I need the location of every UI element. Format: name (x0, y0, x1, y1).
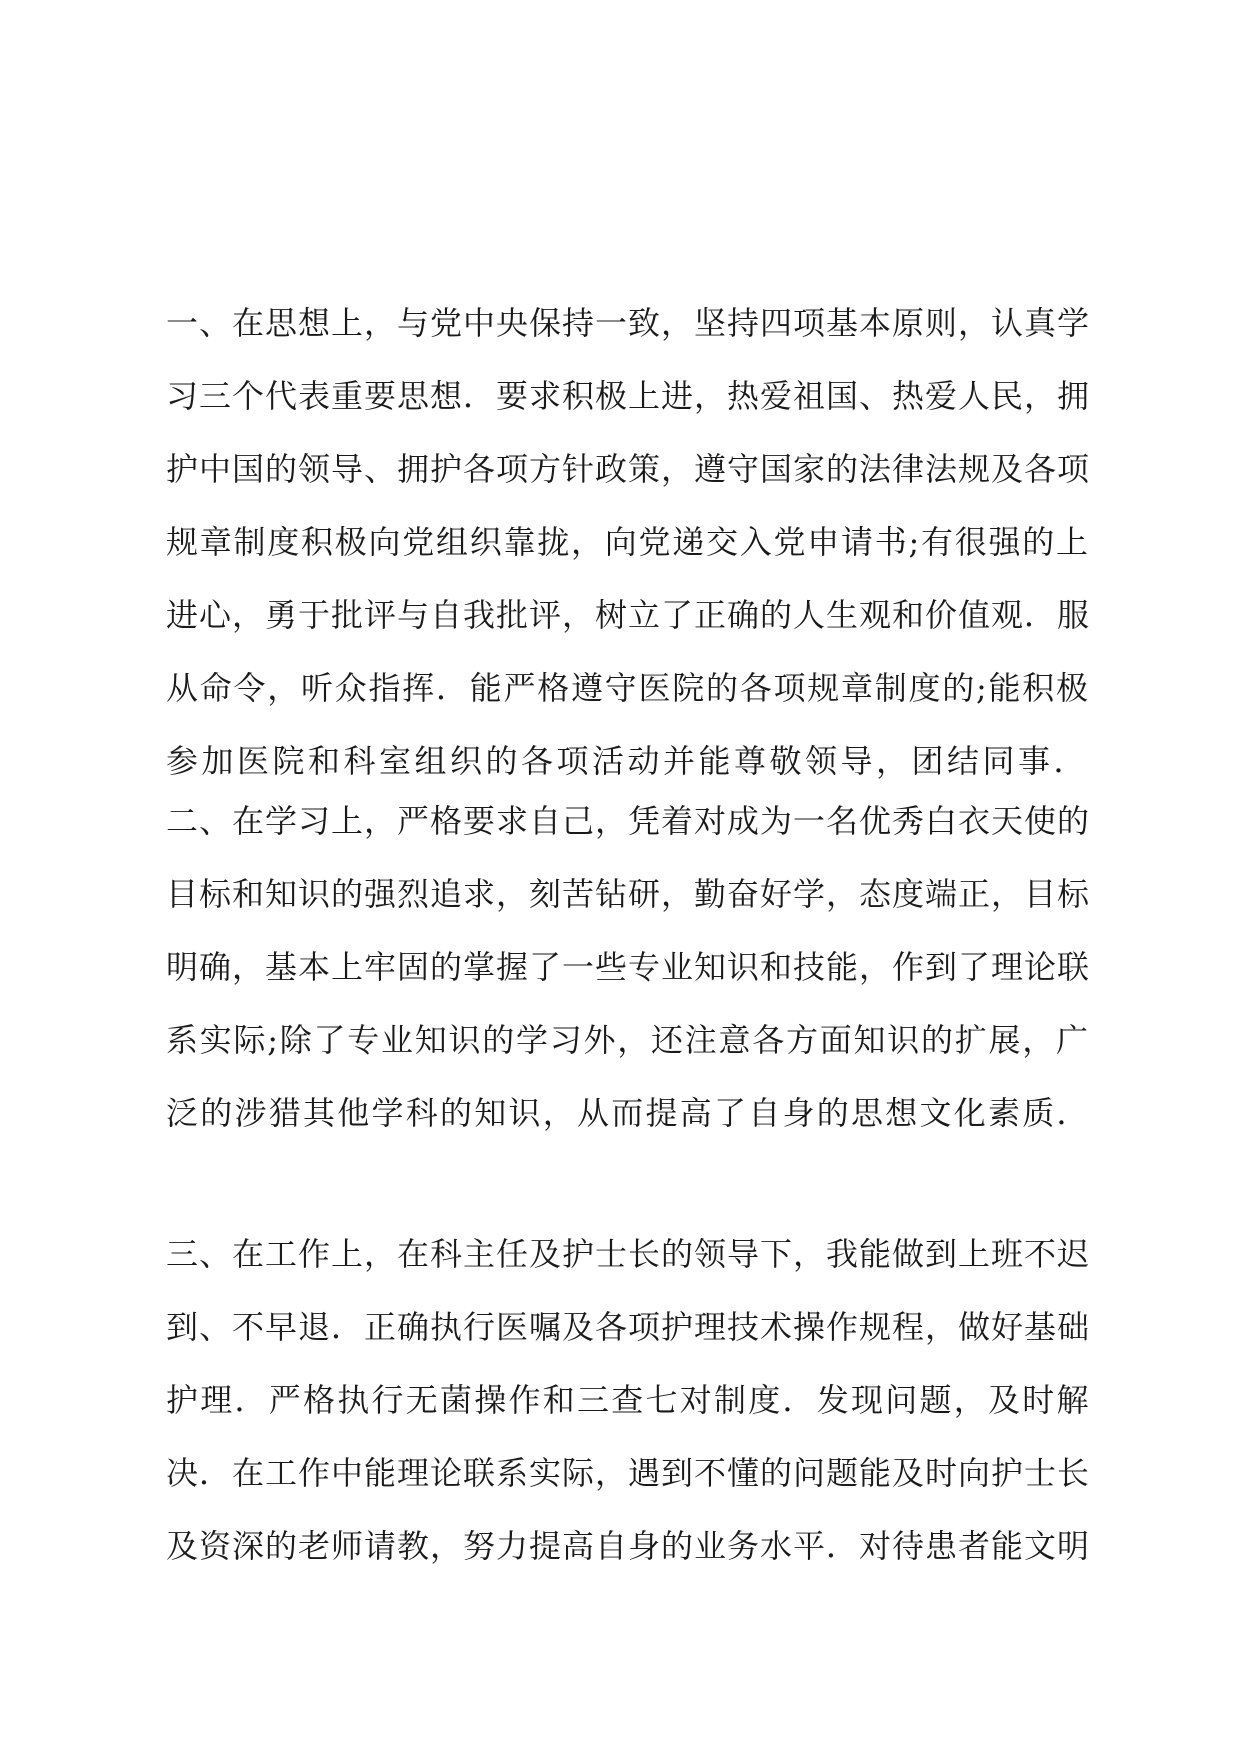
paragraph-thought (166, 287, 1096, 798)
text-line: 规章制度积极向党组织靠拢，向党递交入党申请书;有很强的上 (166, 523, 1090, 561)
text-line: 进心，勇于批评与自我批评，树立了正确的人生观和价值观．服 (166, 596, 1091, 634)
text-line: 护理．严格执行无菌操作和三查七对制度．发现问题，及时解 (166, 1381, 1091, 1419)
paragraph-study (166, 785, 1096, 1150)
text-line: 一、在思想上，与党中央保持一致，坚持四项基本原则，认真学 (166, 304, 1091, 342)
text-line: 决．在工作中能理论联系实际，遇到不懂的问题能及时向护士长 (166, 1454, 1091, 1492)
text-line: 系实际;除了专业知识的学习外，还注意各方面知识的扩展，广 (166, 1021, 1090, 1059)
text-line: 目标和知识的强烈追求，刻苦钻研，勤奋好学，态度端正，目标 (166, 875, 1091, 913)
text-line: 从命令，听众指挥．能严格遵守医院的各项规章制度的;能积极 (166, 669, 1090, 707)
text-line: 泛的涉猎其他学科的知识，从而提高了自身的思想文化素质． (166, 1094, 1091, 1132)
text-line: 参加医院和科室组织的各项活动并能尊敬领导，团结同事． (166, 742, 1090, 780)
text-line: 护中国的领导、拥护各项方针政策，遵守国家的法律法规及各项 (166, 450, 1091, 488)
text-line: 及资深的老师请教，努力提高自身的业务水平．对待患者能文明 (166, 1527, 1091, 1565)
text-line: 二、在学习上，严格要求自己，凭着对成为一名优秀白衣天使的 (166, 802, 1091, 840)
text-line: 明确，基本上牢固的掌握了一些专业知识和技能，作到了理论联 (166, 948, 1091, 986)
text-line: 三、在工作上，在科主任及护士长的领导下，我能做到上班不迟 (166, 1235, 1091, 1273)
text-line: 习三个代表重要思想．要求积极上进，热爱祖国、热爱人民，拥 (166, 377, 1091, 415)
paragraph-work (166, 1218, 1096, 1583)
text-line: 到、不早退．正确执行医嘱及各项护理技术操作规程，做好基础 (166, 1308, 1091, 1346)
